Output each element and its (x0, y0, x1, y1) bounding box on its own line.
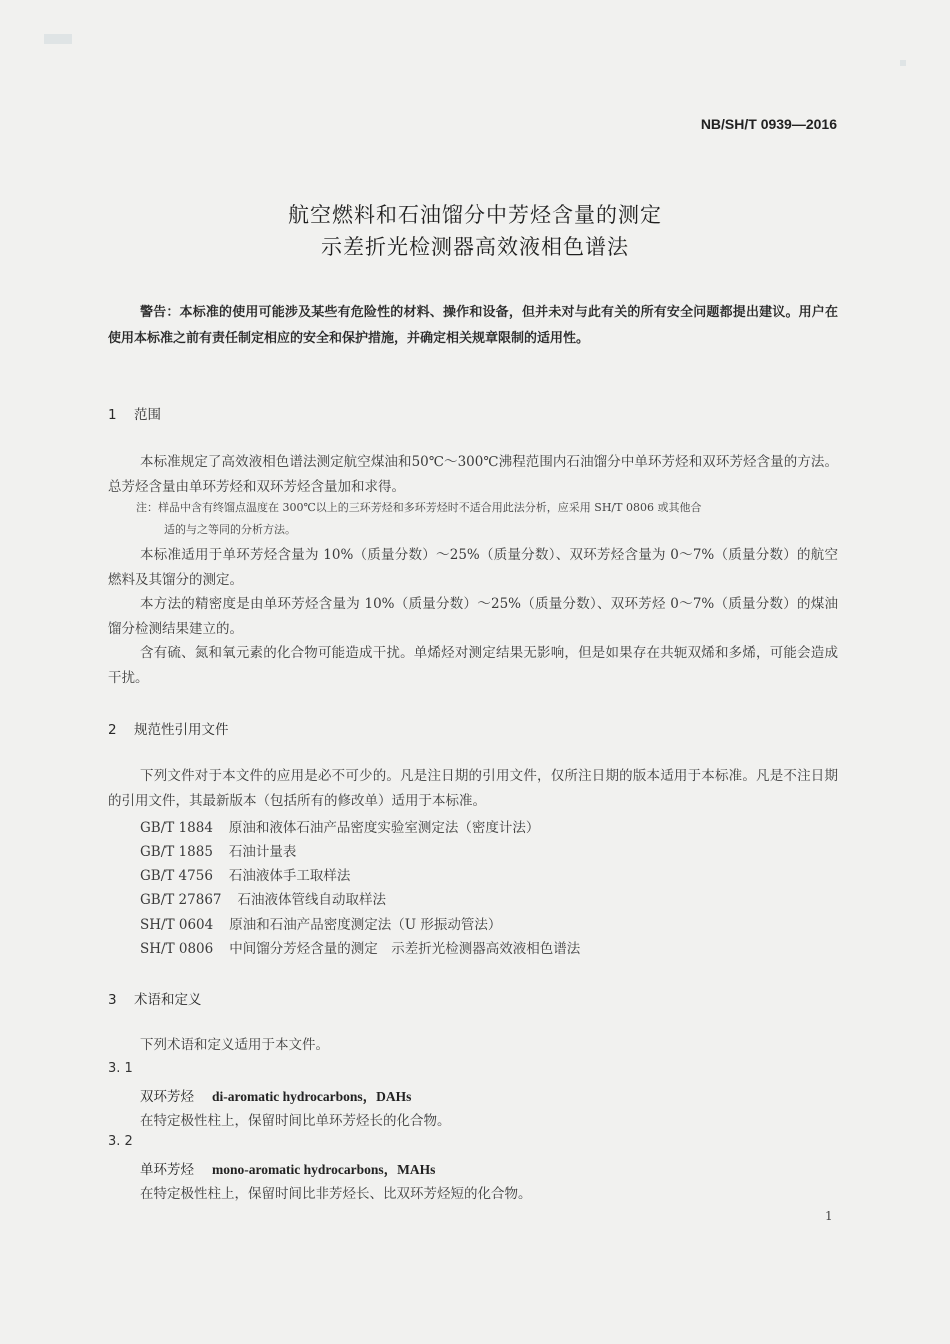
note-line-2: 适的与之等同的分析方法。 (164, 523, 296, 536)
reference-title: 石油计量表 (228, 844, 297, 860)
reference-title: 石油液体管线自动取样法 (237, 892, 386, 908)
section-title: 范围 (134, 407, 161, 423)
section-number: 2 (108, 722, 117, 738)
scope-paragraph-2: 本标准适用于单环芳烃含量为 10%（质量分数）～25%（质量分数）、双环芳烃含量为 0～7%（质量分数）的航空燃料及其馏分的测定。 (108, 547, 838, 588)
term-name (140, 1158, 435, 1178)
term-name-zh: 双环芳烃 (140, 1089, 194, 1105)
section-number: 1 (108, 407, 117, 423)
title-line-1: 航空燃料和石油馏分中芳烃含量的测定 (288, 203, 662, 227)
reference-item (140, 888, 386, 908)
reference-item (140, 864, 350, 884)
term-number: 3. 1 (108, 1061, 133, 1076)
term-definition: 在特定极性柱上，保留时间比单环芳烃长的化合物。 (140, 1113, 451, 1129)
reference-title: 中间馏分芳烃含量的测定 示差折光检测器高效液相色谱法 (229, 941, 581, 957)
scope-note (136, 497, 838, 541)
scan-speck (44, 34, 72, 44)
warning-paragraph: 警告：本标准的使用可能涉及某些有危险性的材料、操作和设备，但并未对与此有关的所有安全问题都提出建议。用户在使用本标准之前有责任制定相应的安全和保护措施，并确定相关规章限制的适用性。 (108, 305, 838, 346)
reference-title: 原油和液体石油产品密度实验室测定法（密度计法） (228, 820, 540, 836)
reference-code: GB/T 1884 (140, 820, 213, 836)
reference-code: GB/T 4756 (140, 868, 213, 884)
section-number: 3 (108, 992, 117, 1008)
section-3-heading (108, 988, 202, 1008)
term-name-en: di-aromatic hydrocarbons，DAHs (212, 1089, 412, 1104)
term-name-zh: 单环芳烃 (140, 1162, 194, 1178)
term-name-en: mono-aromatic hydrocarbons，MAHs (212, 1162, 436, 1177)
terms-intro: 下列术语和定义适用于本文件。 (140, 1037, 329, 1053)
title-line-2: 示差折光检测器高效液相色谱法 (321, 235, 629, 259)
term-number: 3. 2 (108, 1134, 133, 1149)
reference-title: 原油和石油产品密度测定法（U 形振动管法） (229, 917, 502, 933)
scan-speck (900, 60, 906, 66)
references-intro: 下列文件对于本文件的应用是必不可少的。凡是注日期的引用文件，仅所注日期的版本适用于本标准。凡是不注日期的引用文件，其最新版本（包括所有的修改单）适用于本标准。 (108, 768, 838, 809)
scope-paragraph-1: 本标准规定了高效液相色谱法测定航空煤油和50℃～300℃沸程范围内石油馏分中单环芳烃和双环芳烃含量的方法。总芳烃含量由单环芳烃和双环芳烃含量加和求得。 (108, 454, 838, 495)
reference-title: 石油液体手工取样法 (228, 868, 351, 884)
reference-item (140, 840, 296, 860)
scope-paragraph-3: 本方法的精密度是由单环芳烃含量为 10%（质量分数）～25%（质量分数）、双环芳烃 0～7%（质量分数）的煤油馏分检测结果建立的。 (108, 596, 838, 637)
reference-code: SH/T 0604 (140, 917, 214, 933)
reference-code: SH/T 0806 (140, 941, 214, 957)
reference-item (140, 937, 580, 957)
section-title: 术语和定义 (134, 992, 202, 1008)
note-line-1: 注：样品中含有终馏点温度在 300℃以上的三环芳烃和多环芳烃时不适合用此法分析，应采用 SH/T 0806 或其他合 (136, 501, 702, 514)
page-number: 1 (825, 1209, 833, 1223)
term-definition: 在特定极性柱上，保留时间比非芳烃长、比双环芳烃短的化合物。 (140, 1186, 532, 1202)
section-2-heading (108, 718, 229, 738)
reference-item (140, 913, 501, 933)
reference-code: GB/T 1885 (140, 844, 213, 860)
section-1-heading (108, 403, 161, 423)
section-title: 规范性引用文件 (134, 722, 229, 738)
document-id: NB/SH/T 0939—2016 (700, 116, 837, 132)
reference-item (140, 816, 539, 836)
term-name (140, 1085, 411, 1105)
scope-paragraph-4: 含有硫、氮和氧元素的化合物可能造成干扰。单烯烃对测定结果无影响，但是如果存在共轭双烯和多烯，可能会造成干扰。 (108, 645, 838, 686)
reference-code: GB/T 27867 (140, 892, 222, 908)
